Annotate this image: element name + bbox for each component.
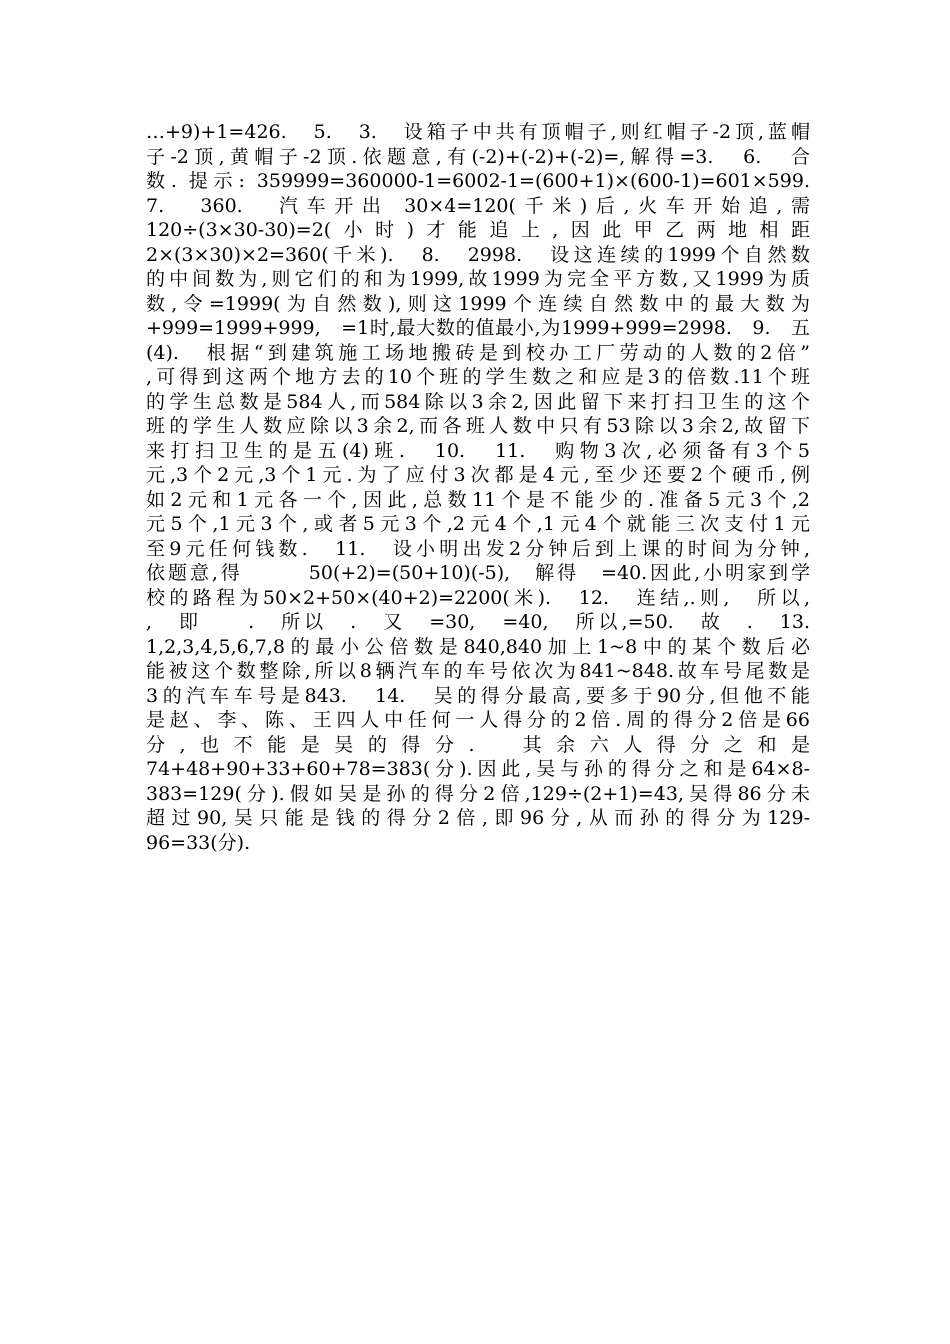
text-line: 7. 360. 汽车开出 30×4=120(千米)后,火车开始追,需 [146, 194, 810, 217]
text-line: 至9元任何钱数. 11. 设小明出发2分钟后到上课的时间为分钟, [146, 537, 810, 560]
text-line: 120÷(3×30-30)=2(小时)才能追上,因此甲乙两地相距 [146, 219, 810, 241]
text-line: +999=1999+999, =1时,最大数的值最小,为1999+999=2998. 9. 五 [146, 317, 810, 339]
text-line: , 即 . 所以 . 又 =30, =40, 所以,=50. 故 . 13. [146, 611, 810, 633]
text-line: ,可得到这两个地方去的10个班的学生数之和应是3的倍数.11个班 [146, 366, 810, 388]
text-line: 74+48+90+33+60+78=383(分).因此,吴与孙的得分之和是64×8- [146, 758, 810, 780]
text-line: 96=33(分). [146, 831, 251, 854]
text-line: 校的路程为50×2+50×(40+2)=2200(米). 12. 连结,.则, 所以, [146, 586, 810, 609]
text-line: 子-2顶,黄帽子-2顶.依题意,有(-2)+(-2)+(-2)=,解得=3. 6. 合 [146, 145, 810, 168]
text-line: 班的学生人数应除以3余2,而各班人数中只有53除以3余2,故留下 [146, 415, 810, 437]
text-line: 是赵、李、陈、王四人中任何一人得分的2倍.周的得分2倍是66 [146, 709, 810, 731]
text-line: 2×(3×30)×2=360(千米). 8. 2998. 设这连续的1999个自然数 [146, 243, 810, 266]
text-line: 元,3个2元,3个1元.为了应付3次都是4元,至少还要2个硬币,例 [146, 464, 810, 486]
text-line: 383=129(分).假如吴是孙的得分2倍,129÷(2+1)=43,吴得86分未 [146, 782, 810, 805]
text-line: 元5个,1元3个,或者5元3个,2元4个,1元4个就能三次支付1元 [146, 513, 810, 535]
text-line: 数,令=1999(为自然数),则这1999个连续自然数中的最大数为 [146, 292, 810, 315]
text-line: 依题意,得 50(+2)=(50+10)(-5), 解得 =40.因此,小明家到学 [146, 562, 810, 584]
text-line: 的中间数为,则它们的和为1999,故1999为完全平方数,又1999为质 [146, 268, 810, 290]
text-line: 如2元和1元各一个,因此,总数11个是不能少的.准备5元3个,2 [146, 488, 810, 511]
text-line: …+9)+1=426. 5. 3. 设箱子中共有顶帽子,则红帽子-2顶,蓝帽 [146, 121, 810, 143]
text-line: 数. 提示: 359999=360000-1=6002-1=(600+1)×(600-1)=601×599. [146, 170, 810, 192]
text-line: 的学生总数是584人,而584除以3余2,因此留下来打扫卫生的这个 [146, 390, 810, 413]
text-line: 能被这个数整除,所以8辆汽车的车号依次为841~848.故车号尾数是 [146, 660, 810, 682]
text-line: (4). 根据“到建筑施工场地搬砖是到校办工厂劳动的人数的2倍” [146, 341, 810, 364]
solution-text [146, 120, 810, 855]
text-line: 3的汽车车号是843. 14. 吴的得分最高,要多于90分,但他不能 [146, 684, 810, 707]
text-line: 1,2,3,4,5,6,7,8的最小公倍数是840,840加上1~8中的某个数后必 [146, 635, 810, 658]
text-line: 分,也不能是吴的得分. 其余六人得分之和是 [146, 733, 810, 756]
text-line: 超过90,吴只能是钱的得分2倍,即96分,从而孙的得分为129- [146, 807, 810, 829]
text-line: 来打扫卫生的是五(4)班. 10. 11. 购物3次,必须备有3个5 [146, 439, 810, 462]
